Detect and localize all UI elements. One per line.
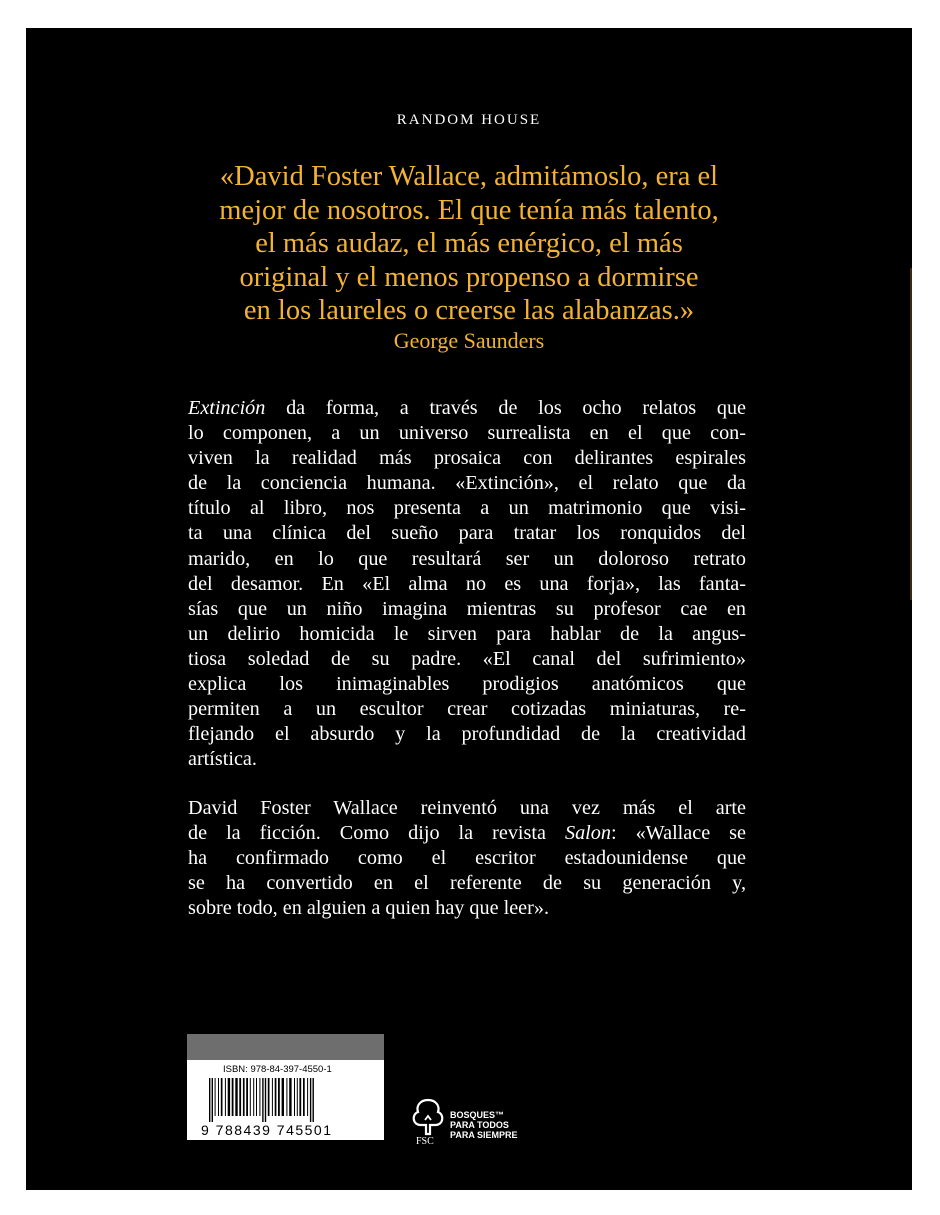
quote-line: en los laureles o creerse las alabanzas.» <box>243 295 695 326</box>
synopsis-line: del desamor. En «El alma no es una forja», las fanta- <box>188 572 746 595</box>
synopsis-paragraph <box>188 396 746 772</box>
fsc-logo <box>408 1096 518 1147</box>
synopsis-text: da forma, a través de los ocho relatos que <box>265 397 746 419</box>
barcode-bar <box>307 1078 308 1116</box>
publisher-name: RANDOM HOUSE <box>396 112 542 128</box>
barcode-bar <box>259 1078 260 1116</box>
barcode-bar <box>289 1078 291 1116</box>
synopsis-line: viven la realidad más prosaica con delirantes espirales <box>188 447 746 470</box>
synopsis-line: un delirio homicida le sirven para hablar de la angus- <box>188 622 746 645</box>
barcode-bar <box>209 1078 210 1122</box>
synopsis-line: título al libro, nos presenta a un matrimonio que visi- <box>188 497 746 520</box>
synopsis-line: artística. <box>188 748 257 771</box>
synopsis-line: ta una clínica del sueño para tratar los ronquidos del <box>188 522 746 545</box>
barcode-bar <box>256 1078 257 1116</box>
barcode-bar <box>221 1078 223 1116</box>
barcode-bar <box>253 1078 254 1116</box>
barcode-bar <box>275 1078 277 1116</box>
synopsis-line <box>188 396 746 421</box>
magazine-title: Salon <box>564 822 611 845</box>
fsc-slogan-line: PARA TODOS <box>450 1120 509 1130</box>
barcode-bar <box>262 1078 263 1122</box>
closing-text: : «Wallace se <box>610 822 746 845</box>
barcode-bar <box>299 1078 301 1116</box>
barcode-bar <box>294 1078 295 1116</box>
barcode-bar <box>265 1078 266 1122</box>
quote-line: original y el menos propenso a dormirse <box>239 261 699 293</box>
fsc-slogan-line: PARA SIEMPRE <box>450 1130 518 1140</box>
barcode-bar <box>313 1078 314 1122</box>
closing-line: sobre todo, en alguien a quien hay que leer». <box>188 897 550 920</box>
synopsis-line: tiosa soledad de su padre. «El canal del sufrimiento» <box>188 647 746 670</box>
fsc-slogan-line: BOSQUES™ <box>450 1110 505 1120</box>
blurb-quote <box>146 160 792 328</box>
fsc-label: FSC <box>416 1136 434 1147</box>
synopsis-line: sías que un niño imagina mientras su profesor cae en <box>188 597 746 620</box>
barcode-bar <box>243 1078 245 1116</box>
quote-line: el más audaz, el más enérgico, el más <box>255 228 683 259</box>
barcode-bar <box>286 1078 287 1116</box>
barcode-bar <box>239 1078 241 1116</box>
fsc-slogan <box>450 1110 518 1140</box>
barcode-bar <box>282 1078 284 1116</box>
barcode-bar <box>250 1078 251 1116</box>
barcode-bar <box>225 1078 226 1116</box>
barcode-bar <box>215 1078 216 1116</box>
barcode-bar <box>297 1078 298 1116</box>
barcode-bar <box>268 1078 270 1116</box>
closing-line: ha confirmado como el escritor estadounidense que <box>188 847 746 870</box>
quote-author: George Saunders <box>393 328 545 353</box>
quote-line: «David Foster Wallace, admitámoslo, era el <box>219 161 719 192</box>
isbn-text: ISBN: 978-84-397-4550-1 <box>223 1064 332 1075</box>
barcode-bar <box>232 1078 234 1116</box>
barcode-bar <box>272 1078 273 1116</box>
synopsis-line: explica los inimaginables prodigios anatómicos que <box>188 673 746 696</box>
closing-paragraph <box>188 796 746 921</box>
closing-line <box>188 821 746 846</box>
closing-line: se ha convertido en el referente de su generación y, <box>188 872 746 895</box>
barcode-digits: 9 788439 745501 <box>201 1122 333 1138</box>
barcode-bar <box>246 1078 248 1116</box>
isbn-barcode <box>187 1034 384 1140</box>
barcode-header-band <box>187 1034 384 1060</box>
closing-text: de la ficción. Como dijo la revista <box>188 822 565 845</box>
book-title: Extinción <box>188 397 266 419</box>
cover-edge <box>910 268 912 600</box>
closing-line: David Foster Wallace reinventó una vez más el arte <box>188 797 746 819</box>
barcode-bar <box>228 1078 230 1116</box>
synopsis-line: de la conciencia humana. «Extinción», el relato que da <box>188 472 746 495</box>
back-cover <box>26 28 912 1190</box>
barcode-bar <box>303 1078 305 1116</box>
barcode-bar <box>310 1078 311 1122</box>
synopsis-line: permiten a un escultor crear cotizadas miniaturas, re- <box>188 698 746 721</box>
quote-line: mejor de nosotros. El que tenía más talento, <box>219 194 719 226</box>
barcode-bar <box>235 1078 237 1116</box>
barcode-bar <box>278 1078 280 1116</box>
barcode-bar <box>212 1078 213 1122</box>
synopsis-line: lo componen, a un universo surrealista en el que con- <box>188 422 746 445</box>
barcode-bars <box>207 1078 367 1122</box>
synopsis-line: flejando el absurdo y la profundidad de la creatividad <box>188 723 746 746</box>
fsc-tree-icon <box>408 1096 448 1136</box>
synopsis-line: marido, en lo que resultará ser un doloroso retrato <box>188 547 746 570</box>
barcode-bar <box>218 1078 219 1116</box>
